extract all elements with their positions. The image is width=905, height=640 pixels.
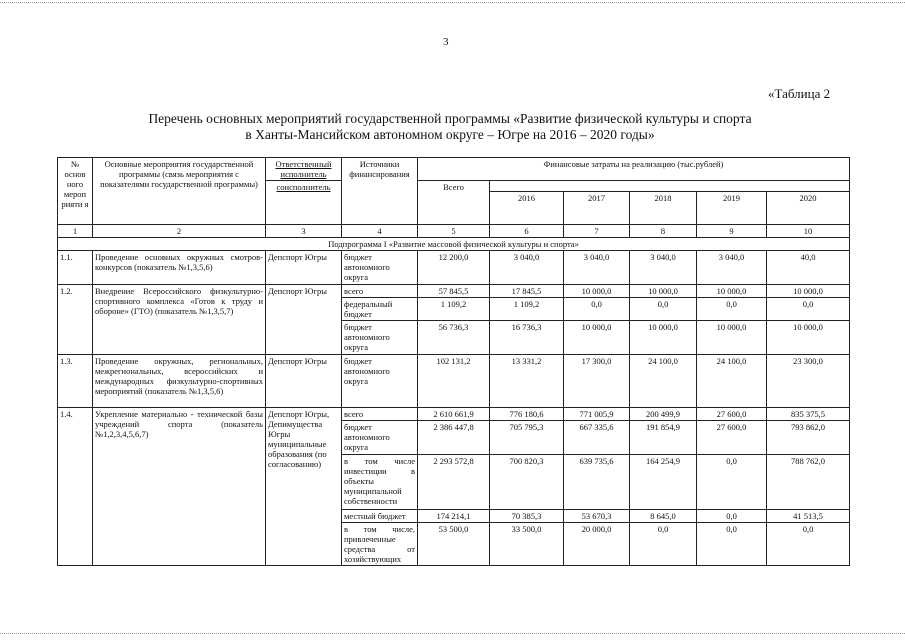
row-value-2016: 33 500,0 — [490, 523, 564, 566]
row-value-2016: 17 845,5 — [490, 285, 564, 298]
row-value-2017: 0,0 — [564, 298, 630, 321]
header-num: № основ ного мероп рияти я — [58, 158, 93, 225]
top-dotted-border — [0, 2, 905, 3]
row-value-total: 12 200,0 — [418, 251, 490, 285]
row-executor: Депспорт Югры — [266, 355, 342, 408]
row-value-2020: 0,0 — [767, 523, 850, 566]
row-value-2019: 10 000,0 — [697, 285, 767, 298]
row-value-2019: 10 000,0 — [697, 321, 767, 355]
header-2020: 2020 — [767, 192, 850, 225]
row-source: в том числе, привлеченные средства от хозяйствующих — [342, 523, 418, 566]
row-value-2018: 0,0 — [630, 298, 697, 321]
row-value-total: 102 131,2 — [418, 355, 490, 408]
program-events-table — [57, 157, 850, 566]
row-event: Проведение основных окружных смотров-конкурсов (показатель №1,3,5,6) — [93, 251, 266, 285]
colnum: 3 — [266, 225, 342, 238]
document-title — [100, 111, 800, 143]
header-row-1 — [58, 158, 850, 181]
row-value-2019: 24 100,0 — [697, 355, 767, 408]
row-value-2018: 3 040,0 — [630, 251, 697, 285]
table-row-1-2 — [58, 285, 850, 298]
subprogram-title: Подпрограмма I «Развитие массовой физической культуры и спорта» — [58, 238, 850, 251]
row-value-2018: 164 254,9 — [630, 455, 697, 510]
colnum: 8 — [630, 225, 697, 238]
colnum: 10 — [767, 225, 850, 238]
table-row-1-3 — [58, 355, 850, 408]
row-value-2020: 10 000,0 — [767, 285, 850, 298]
header-sources: Источники финансирования — [342, 158, 418, 225]
row-source: бюджет автономного округа — [342, 321, 418, 355]
row-value-2019: 0,0 — [697, 298, 767, 321]
table-row-1-1 — [58, 251, 850, 285]
colnum: 1 — [58, 225, 93, 238]
row-value-2016: 16 736,3 — [490, 321, 564, 355]
row-event: Внедрение Всероссийского физкультурно-спортивного комплекса «Готов к труду и обороне» (ГТО) (показатель №1,3,5,7) — [93, 285, 266, 355]
row-source: бюджет автономного округа — [342, 251, 418, 285]
row-value-2017: 53 670,3 — [564, 510, 630, 523]
colnum: 5 — [418, 225, 490, 238]
row-value-total: 2 610 661,9 — [418, 408, 490, 421]
row-value-2020: 41 513,5 — [767, 510, 850, 523]
row-value-2017: 639 735,6 — [564, 455, 630, 510]
bottom-dotted-border — [0, 633, 905, 634]
row-value-total: 57 845,5 — [418, 285, 490, 298]
row-value-2020: 835 375,5 — [767, 408, 850, 421]
row-value-2017: 3 040,0 — [564, 251, 630, 285]
row-value-2017: 667 335,6 — [564, 421, 630, 455]
row-value-2020: 788 762,0 — [767, 455, 850, 510]
row-source: бюджет автономного округа — [342, 355, 418, 408]
header-2016: 2016 — [490, 192, 564, 225]
header-2018: 2018 — [630, 192, 697, 225]
row-value-2019: 27 600,0 — [697, 408, 767, 421]
row-num: 1.4. — [58, 408, 93, 566]
row-event: Укрепление материально - технической базы учреждений спорта (показатель №1,2,3,4,5,6,7) — [93, 408, 266, 566]
row-value-2019: 0,0 — [697, 523, 767, 566]
colnum: 6 — [490, 225, 564, 238]
header-2019: 2019 — [697, 192, 767, 225]
colnum: 2 — [93, 225, 266, 238]
page-number: 3 — [443, 36, 449, 48]
row-executor: Депспорт Югры — [266, 285, 342, 355]
row-source: местный бюджет — [342, 510, 418, 523]
row-source: в том числе инвестиции в объекты муниципальной собственности — [342, 455, 418, 510]
row-value-total: 174 214,1 — [418, 510, 490, 523]
row-value-2018: 24 100,0 — [630, 355, 697, 408]
header-total: Всего — [418, 181, 490, 225]
table-row-1-4 — [58, 408, 850, 421]
row-value-2018: 8 645,0 — [630, 510, 697, 523]
row-value-total: 1 109,2 — [418, 298, 490, 321]
title-line-2: в Ханты-Мансийском автономном округе – Югре на 2016 – 2020 годы» — [245, 127, 655, 142]
header-event: Основные мероприятия государственной программы (связь мероприятия с показателями государственной программы) — [93, 158, 266, 225]
row-value-total: 53 500,0 — [418, 523, 490, 566]
row-executor: Депспорт Югры, Депимущества Югры муниципальные образования (по согласованию) — [266, 408, 342, 566]
row-value-total: 56 736,3 — [418, 321, 490, 355]
title-line-1: Перечень основных мероприятий государственной программы «Развитие физической культуры и спорта — [148, 111, 752, 126]
row-value-2020: 10 000,0 — [767, 321, 850, 355]
row-source: федеральный бюджет — [342, 298, 418, 321]
row-value-2017: 17 300,0 — [564, 355, 630, 408]
row-value-2020: 23 300,0 — [767, 355, 850, 408]
row-value-2016: 776 180,6 — [490, 408, 564, 421]
row-value-2019: 0,0 — [697, 510, 767, 523]
row-num: 1.2. — [58, 285, 93, 355]
row-value-2020: 40,0 — [767, 251, 850, 285]
row-value-2017: 10 000,0 — [564, 285, 630, 298]
row-value-2019: 0,0 — [697, 455, 767, 510]
row-source: бюджет автономного округа — [342, 421, 418, 455]
row-value-2019: 27 600,0 — [697, 421, 767, 455]
row-value-2018: 0,0 — [630, 523, 697, 566]
row-value-2017: 771 005,9 — [564, 408, 630, 421]
row-value-2016: 3 040,0 — [490, 251, 564, 285]
row-value-2018: 191 854,9 — [630, 421, 697, 455]
row-value-2018: 10 000,0 — [630, 285, 697, 298]
row-num: 1.1. — [58, 251, 93, 285]
header-2017: 2017 — [564, 192, 630, 225]
colnum: 7 — [564, 225, 630, 238]
header-costs: Финансовые затраты на реализацию (тыс.рублей) — [418, 158, 850, 181]
row-value-2020: 0,0 — [767, 298, 850, 321]
row-num: 1.3. — [58, 355, 93, 408]
row-value-total: 2 293 572,8 — [418, 455, 490, 510]
header-years-spacer — [490, 181, 850, 192]
row-source: всего — [342, 285, 418, 298]
row-value-2017: 10 000,0 — [564, 321, 630, 355]
header-executor-co: соисполнитель — [266, 181, 342, 225]
row-value-2018: 10 000,0 — [630, 321, 697, 355]
subprogram-row — [58, 238, 850, 251]
colnum: 4 — [342, 225, 418, 238]
header-executor-resp: Ответственный исполнитель — [266, 158, 342, 181]
table-label: «Таблица 2 — [768, 86, 831, 101]
row-value-2019: 3 040,0 — [697, 251, 767, 285]
column-numbers-row — [58, 225, 850, 238]
row-source: всего — [342, 408, 418, 421]
colnum: 9 — [697, 225, 767, 238]
row-value-2016: 1 109,2 — [490, 298, 564, 321]
row-value-2016: 705 795,3 — [490, 421, 564, 455]
row-event: Проведение окружных, региональных, межрегиональных, всероссийских и международных физкультурно-спортивных мероприятий (показатель №1,3,5,6) — [93, 355, 266, 408]
row-value-2017: 20 000,0 — [564, 523, 630, 566]
row-value-2020: 793 862,0 — [767, 421, 850, 455]
row-value-2016: 700 820,3 — [490, 455, 564, 510]
row-value-total: 2 386 447,8 — [418, 421, 490, 455]
row-executor: Депспорт Югры — [266, 251, 342, 285]
row-value-2018: 200 499,9 — [630, 408, 697, 421]
row-value-2016: 13 331,2 — [490, 355, 564, 408]
row-value-2016: 70 385,3 — [490, 510, 564, 523]
